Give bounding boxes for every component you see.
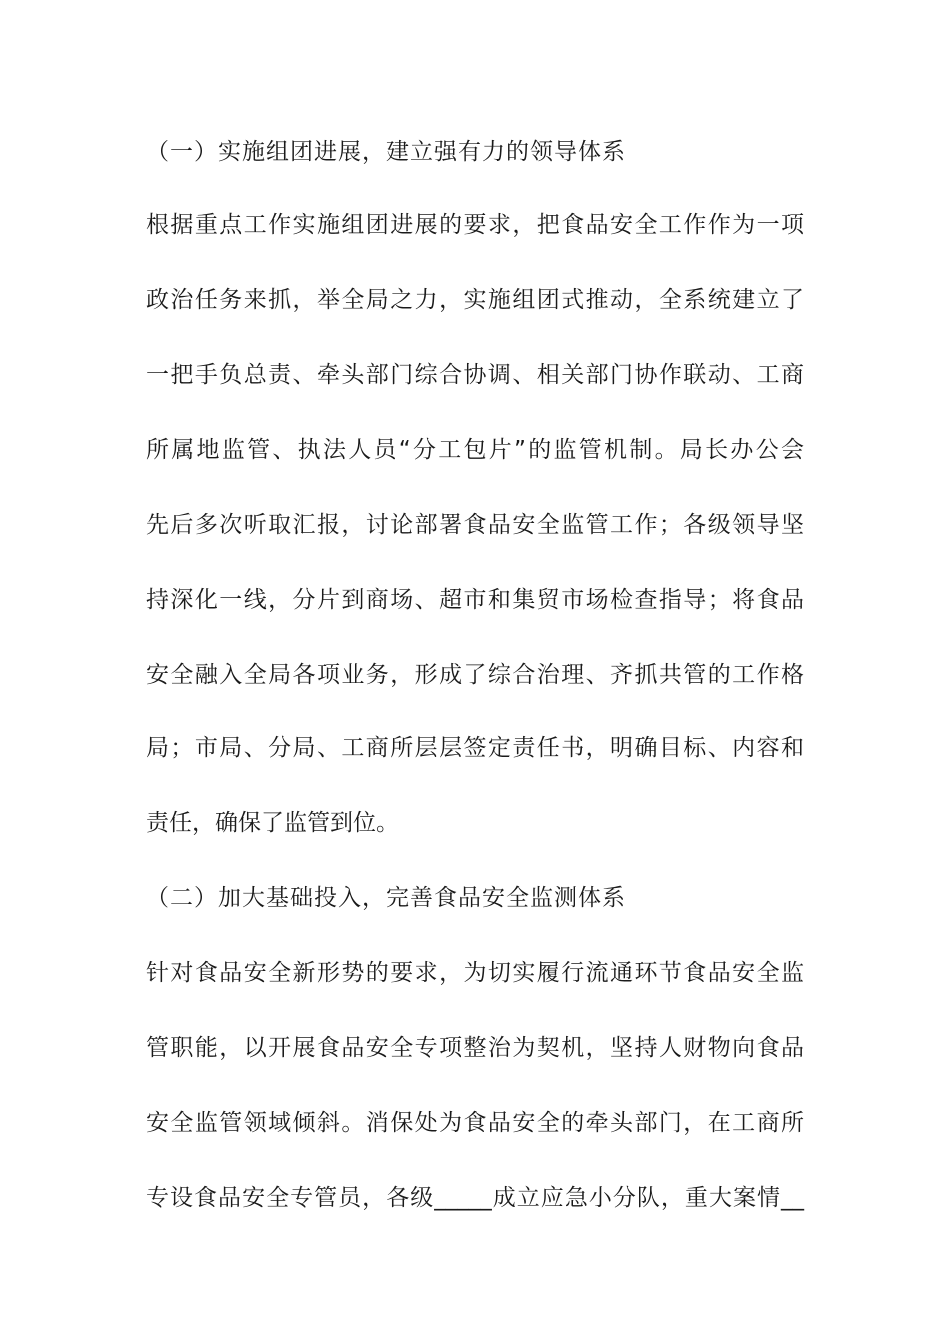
section-2-line-4: 专设食品安全专管员，各级_____成立应急小分队，重大案情__ (146, 1185, 804, 1211)
section-1-line-5: 先后多次听取汇报，讨论部署食品安全监管工作；各级领导坚 (146, 512, 804, 538)
section-1-line-7: 安全融入全局各项业务，形成了综合治理、齐抓共管的工作格 (146, 662, 804, 688)
section-1-line-8: 局；市局、分局、工商所层层签定责任书，明确目标、内容和 (146, 735, 804, 761)
section-1-line-6: 持深化一线，分片到商场、超市和集贸市场检查指导；将食品 (146, 587, 804, 613)
section-2-line-2: 管职能，以开展食品安全专项整治为契机，坚持人财物向食品 (146, 1035, 804, 1061)
section-2-line-3: 安全监管领域倾斜。消保处为食品安全的牵头部门，在工商所 (146, 1110, 804, 1136)
section-1-line-3: 一把手负总责、牵头部门综合协调、相关部门协作联动、工商 (146, 362, 804, 388)
section-1-line-1: 根据重点工作实施组团进展的要求，把食品安全工作作为一项 (146, 212, 804, 238)
section-1-line-9: 责任，确保了监管到位。 (146, 810, 399, 836)
section-2-heading: （二）加大基础投入，完善食品安全监测体系 (146, 885, 626, 911)
section-1-line-4: 所属地监管、执法人员“分工包片”的监管机制。局长办公会 (146, 437, 804, 463)
section-1-heading: （一）实施组团进展，建立强有力的领导体系 (146, 139, 626, 165)
section-1-line-2: 政治任务来抓，举全局之力，实施组团式推动，全系统建立了 (146, 287, 804, 313)
section-2-line-1: 针对食品安全新形势的要求，为切实履行流通环节食品安全监 (146, 960, 804, 986)
